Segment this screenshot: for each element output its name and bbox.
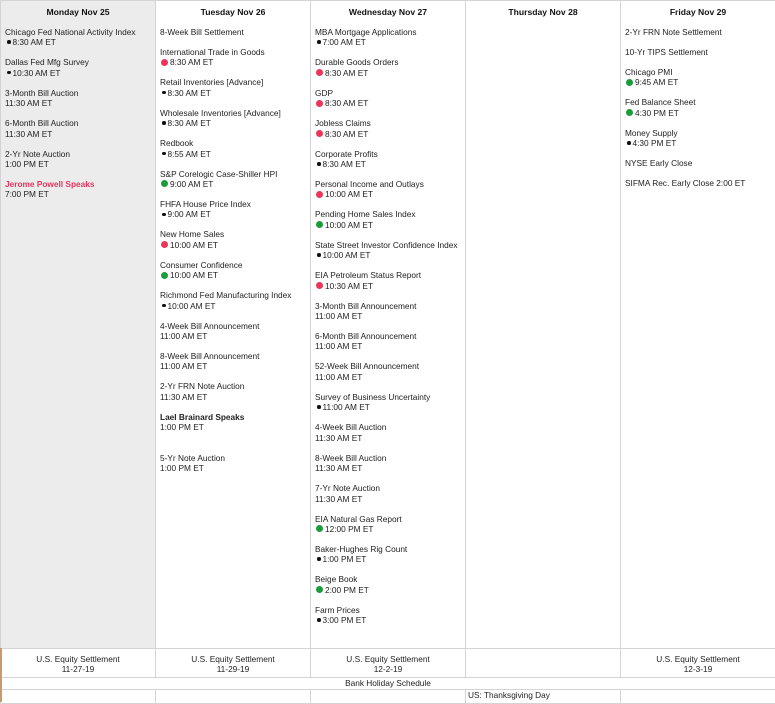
event-item[interactable] (5, 27, 155, 48)
event-time: 4:30 PM ET (635, 108, 679, 118)
event-time: 10:30 AM ET (325, 281, 373, 291)
event-title[interactable]: EIA Natural Gas Report (315, 514, 465, 524)
event-time: 7:00 AM ET (323, 37, 366, 47)
day-header: Monday Nov 25 (1, 1, 155, 27)
event-time-row (315, 463, 465, 473)
event-time-row (5, 37, 155, 47)
event-time-row (315, 281, 465, 291)
event-time-row (160, 88, 310, 98)
event-time: 11:00 AM ET (315, 311, 362, 321)
event-time: 10:00 AM ET (325, 220, 373, 230)
event-title[interactable]: Wholesale Inventories [Advance] (160, 108, 310, 118)
event-time-row (315, 615, 465, 625)
event-time: 12:00 PM ET (325, 524, 373, 534)
event-item[interactable] (315, 605, 465, 626)
low-importance-dot-icon (162, 304, 166, 308)
event-title[interactable]: FHFA House Price Index (160, 199, 310, 209)
event-list (156, 27, 310, 474)
event-time: 11:00 AM ET (323, 402, 370, 412)
event-time-row (160, 118, 310, 128)
event-title[interactable]: Personal Income and Outlays (315, 179, 465, 189)
event-time-row (625, 108, 775, 118)
bank-holiday-cell (156, 690, 311, 704)
event-time: 8:55 AM ET (168, 149, 211, 159)
event-item[interactable] (315, 118, 465, 139)
event-time: 10:00 AM ET (168, 301, 216, 311)
event-time: 3:00 PM ET (323, 615, 367, 625)
equity-settlement-cell (156, 649, 311, 678)
event-item[interactable] (315, 270, 465, 291)
event-time-row (315, 37, 465, 47)
event-item[interactable] (160, 27, 310, 37)
event-time-row (160, 361, 310, 371)
event-item[interactable] (5, 118, 155, 139)
event-time: 9:45 AM ET (635, 77, 678, 87)
event-item[interactable] (160, 199, 310, 220)
event-time: 11:30 AM ET (5, 129, 52, 139)
event-title[interactable]: Redbook (160, 138, 310, 148)
event-time-row (315, 250, 465, 260)
event-title[interactable]: 3-Month Bill Auction (5, 88, 155, 98)
event-item[interactable] (5, 179, 155, 200)
low-importance-dot-icon (317, 253, 321, 257)
event-item[interactable] (160, 229, 310, 250)
event-time-row (315, 433, 465, 443)
event-item[interactable] (315, 27, 465, 48)
low-importance-dot-icon (317, 40, 321, 44)
settlement-date: 12-3-19 (621, 664, 775, 674)
event-time: 10:00 AM ET (325, 189, 373, 199)
event-time: 10:00 AM ET (323, 250, 371, 260)
event-title[interactable]: Consumer Confidence (160, 260, 310, 270)
bank-holiday-cell (1, 690, 156, 704)
settlement-date: 12-2-19 (311, 664, 465, 674)
event-title[interactable]: 8-Week Bill Announcement (160, 351, 310, 361)
event-title[interactable]: 2-Yr Note Auction (5, 149, 155, 159)
event-title[interactable]: Money Supply (625, 128, 775, 138)
medium-importance-dot-icon (161, 272, 168, 279)
low-importance-dot-icon (162, 91, 166, 95)
medium-importance-dot-icon (316, 221, 323, 228)
event-time-row (315, 554, 465, 564)
event-time-row (315, 372, 465, 382)
day-header: Thursday Nov 28 (466, 1, 620, 27)
event-item[interactable] (160, 108, 310, 129)
event-time-row (160, 392, 310, 402)
settlement-label: U.S. Equity Settlement (621, 654, 775, 664)
low-importance-dot-icon (162, 152, 166, 156)
event-title[interactable]: 4-Week Bill Auction (315, 422, 465, 432)
event-title[interactable]: 6-Month Bill Announcement (315, 331, 465, 341)
medium-importance-dot-icon (626, 79, 633, 86)
bank-holiday-cell (311, 690, 466, 704)
event-item[interactable] (160, 412, 310, 433)
event-item[interactable] (315, 57, 465, 78)
low-importance-dot-icon (7, 40, 11, 44)
event-title[interactable]: 6-Month Bill Auction (5, 118, 155, 128)
event-time-row (160, 209, 310, 219)
low-importance-dot-icon (317, 618, 321, 622)
event-title[interactable]: MBA Mortgage Applications (315, 27, 465, 37)
event-item[interactable] (315, 209, 465, 230)
event-item[interactable] (315, 422, 465, 443)
event-title[interactable]: S&P Corelogic Case-Shiller HPI (160, 169, 310, 179)
event-item[interactable] (160, 381, 310, 402)
event-item[interactable] (625, 178, 775, 188)
event-time-row (315, 98, 465, 108)
event-title[interactable]: EIA Petroleum Status Report (315, 270, 465, 280)
low-importance-dot-icon (7, 71, 11, 75)
event-time: 11:00 AM ET (315, 341, 362, 351)
event-title[interactable]: New Home Sales (160, 229, 310, 239)
day-header: Wednesday Nov 27 (311, 1, 465, 27)
day-column-1 (156, 1, 311, 649)
event-item[interactable] (315, 88, 465, 109)
low-importance-dot-icon (317, 405, 321, 409)
event-title[interactable]: Survey of Business Uncertainty (315, 392, 465, 402)
low-importance-dot-icon (317, 162, 321, 166)
event-time-row (315, 220, 465, 230)
event-item[interactable] (315, 483, 465, 504)
day-header: Friday Nov 29 (621, 1, 775, 27)
event-time-row (315, 524, 465, 534)
event-time-row (315, 159, 465, 169)
event-title[interactable]: Durable Goods Orders (315, 57, 465, 67)
event-time-row (160, 149, 310, 159)
medium-importance-dot-icon (626, 109, 633, 116)
event-title[interactable]: Baker-Hughes Rig Count (315, 544, 465, 554)
event-item[interactable] (5, 88, 155, 109)
event-time-row (315, 341, 465, 351)
equity-settlement-cell (466, 649, 621, 678)
event-item[interactable] (625, 47, 775, 57)
event-time: 8:30 AM ET (323, 159, 366, 169)
high-importance-dot-icon (316, 130, 323, 137)
event-time: 10:00 AM ET (170, 270, 218, 280)
event-item[interactable] (315, 544, 465, 565)
low-importance-dot-icon (162, 213, 166, 217)
event-time: 1:00 PM ET (323, 554, 367, 564)
event-list (621, 27, 775, 189)
event-title[interactable]: Chicago PMI (625, 67, 775, 77)
settlement-label: U.S. Equity Settlement (1, 654, 155, 664)
event-time-row (625, 77, 775, 87)
event-title[interactable]: Fed Balance Sheet (625, 97, 775, 107)
low-importance-dot-icon (317, 557, 321, 561)
day-column-3 (466, 1, 621, 649)
medium-importance-dot-icon (161, 180, 168, 187)
event-time-row (5, 98, 155, 108)
event-time: 10:00 AM ET (170, 240, 218, 250)
event-list (311, 27, 465, 626)
event-title[interactable]: 8-Week Bill Auction (315, 453, 465, 463)
event-title[interactable]: State Street Investor Confidence Index (315, 240, 465, 250)
event-time: 8:30 AM ET (168, 88, 211, 98)
event-time-row (5, 159, 155, 169)
event-title[interactable]: 4-Week Bill Announcement (160, 321, 310, 331)
high-importance-dot-icon (161, 241, 168, 248)
event-time-row (160, 463, 310, 473)
day-column-4 (621, 1, 775, 649)
bank-holiday-schedule-label: Bank Holiday Schedule (1, 678, 775, 690)
event-item[interactable] (160, 169, 310, 190)
event-time: 11:00 AM ET (160, 361, 207, 371)
event-time-row (160, 301, 310, 311)
event-title[interactable]: Richmond Fed Manufacturing Index (160, 290, 310, 300)
event-title[interactable]: 8-Week Bill Settlement (160, 27, 310, 37)
event-item[interactable] (315, 301, 465, 322)
event-item[interactable] (315, 240, 465, 261)
event-item[interactable] (315, 331, 465, 352)
day-column-0 (1, 1, 156, 649)
event-title[interactable]: Retail Inventories [Advance] (160, 77, 310, 87)
event-title[interactable]: Pending Home Sales Index (315, 209, 465, 219)
event-time: 10:30 AM ET (13, 68, 61, 78)
high-importance-dot-icon (316, 69, 323, 76)
event-time-row (160, 179, 310, 189)
settlement-label: U.S. Equity Settlement (156, 654, 310, 664)
event-item[interactable] (625, 97, 775, 118)
event-time: 2:00 PM ET (325, 585, 369, 595)
medium-importance-dot-icon (316, 525, 323, 532)
event-time: 8:30 AM ET (170, 57, 213, 67)
event-item[interactable] (315, 361, 465, 382)
event-title[interactable]: 10-Yr TIPS Settlement (625, 47, 775, 57)
settlement-label: U.S. Equity Settlement (311, 654, 465, 664)
event-time: 1:00 PM ET (5, 159, 49, 169)
day-column-2 (311, 1, 466, 649)
settlement-row (1, 649, 775, 678)
event-time-row (5, 189, 155, 199)
event-item[interactable] (625, 158, 775, 168)
high-importance-dot-icon (161, 59, 168, 66)
event-time: 8:30 AM ET (325, 98, 368, 108)
event-time: 11:30 AM ET (315, 494, 362, 504)
event-time: 8:30 AM ET (168, 118, 211, 128)
event-title[interactable]: Dallas Fed Mfg Survey (5, 57, 155, 67)
event-item[interactable] (315, 574, 465, 595)
event-item[interactable] (625, 128, 775, 149)
event-item[interactable] (625, 27, 775, 37)
event-title[interactable]: Lael Brainard Speaks (160, 412, 310, 422)
event-item[interactable] (160, 351, 310, 372)
event-item[interactable] (160, 77, 310, 98)
event-time-row (160, 331, 310, 341)
event-item[interactable] (160, 138, 310, 159)
event-title[interactable]: 3-Month Bill Announcement (315, 301, 465, 311)
event-time: 8:30 AM ET (325, 129, 368, 139)
event-time: 9:00 AM ET (170, 179, 213, 189)
event-title[interactable]: Corporate Profits (315, 149, 465, 159)
event-title[interactable]: Beige Book (315, 574, 465, 584)
event-item[interactable] (160, 47, 310, 68)
event-time: 4:30 PM ET (633, 138, 677, 148)
high-importance-dot-icon (316, 191, 323, 198)
event-time: 8:30 AM ET (13, 37, 56, 47)
equity-settlement-cell (1, 649, 156, 678)
event-item[interactable] (315, 179, 465, 200)
event-item[interactable] (160, 453, 310, 474)
event-item[interactable] (160, 260, 310, 281)
event-time-row (625, 138, 775, 148)
medium-importance-dot-icon (316, 586, 323, 593)
event-title[interactable]: NYSE Early Close (625, 158, 775, 168)
event-item[interactable] (5, 57, 155, 78)
event-title[interactable]: International Trade in Goods (160, 47, 310, 57)
equity-settlement-cell (311, 649, 466, 678)
event-item[interactable] (315, 514, 465, 535)
settlement-date: 11-29-19 (156, 664, 310, 674)
event-item[interactable] (315, 453, 465, 474)
event-time: 9:00 AM ET (168, 209, 211, 219)
event-title[interactable]: 5-Yr Note Auction (160, 453, 310, 463)
event-time-row (160, 240, 310, 250)
event-title[interactable]: 52-Week Bill Announcement (315, 361, 465, 371)
bank-holiday-cell: US: Thanksgiving Day (466, 690, 621, 704)
event-title[interactable]: Jerome Powell Speaks (5, 179, 155, 189)
bank-holiday-cell (621, 690, 775, 704)
event-time-row (5, 129, 155, 139)
high-importance-dot-icon (316, 100, 323, 107)
event-title[interactable]: Farm Prices (315, 605, 465, 615)
low-importance-dot-icon (162, 121, 166, 125)
event-item[interactable] (315, 149, 465, 170)
event-time-row (315, 494, 465, 504)
bank-holiday-row (1, 690, 775, 704)
event-title[interactable]: 2-Yr FRN Note Settlement (625, 27, 775, 37)
event-title[interactable]: 7-Yr Note Auction (315, 483, 465, 493)
event-time: 11:00 AM ET (315, 372, 362, 382)
event-time: 8:30 AM ET (325, 68, 368, 78)
equity-settlement-cell (621, 649, 775, 678)
event-item[interactable] (160, 290, 310, 311)
event-time: 11:30 AM ET (5, 98, 52, 108)
day-header: Tuesday Nov 26 (156, 1, 310, 27)
event-time-row (160, 270, 310, 280)
event-time-row (160, 57, 310, 67)
event-title[interactable]: Jobless Claims (315, 118, 465, 128)
event-time: 1:00 PM ET (160, 422, 204, 432)
event-list (1, 27, 155, 200)
event-time-row (315, 68, 465, 78)
event-title[interactable]: Chicago Fed National Activity Index (5, 27, 155, 37)
event-time: 11:30 AM ET (315, 463, 362, 473)
event-item[interactable] (5, 149, 155, 170)
event-time-row (5, 68, 155, 78)
bank-holiday-header-row (1, 678, 775, 690)
day-columns-row (1, 1, 775, 649)
event-time: 11:30 AM ET (315, 433, 362, 443)
event-time-row (315, 585, 465, 595)
event-time-row (315, 402, 465, 412)
event-time: 11:30 AM ET (160, 392, 207, 402)
settlement-date: 11-27-19 (1, 664, 155, 674)
event-time-row (160, 422, 310, 432)
event-time-row (315, 129, 465, 139)
event-time: 11:00 AM ET (160, 331, 207, 341)
high-importance-dot-icon (316, 282, 323, 289)
event-title[interactable]: GDP (315, 88, 465, 98)
event-time: 7:00 PM ET (5, 189, 49, 199)
event-item[interactable] (625, 67, 775, 88)
event-time-row (315, 311, 465, 321)
event-time: 1:00 PM ET (160, 463, 204, 473)
event-title[interactable]: SIFMA Rec. Early Close 2:00 ET (625, 178, 775, 188)
window-edge (0, 648, 2, 702)
event-time-row (315, 189, 465, 199)
low-importance-dot-icon (627, 141, 631, 145)
event-title[interactable]: 2-Yr FRN Note Auction (160, 381, 310, 391)
event-item[interactable] (315, 392, 465, 413)
event-item[interactable] (160, 321, 310, 342)
